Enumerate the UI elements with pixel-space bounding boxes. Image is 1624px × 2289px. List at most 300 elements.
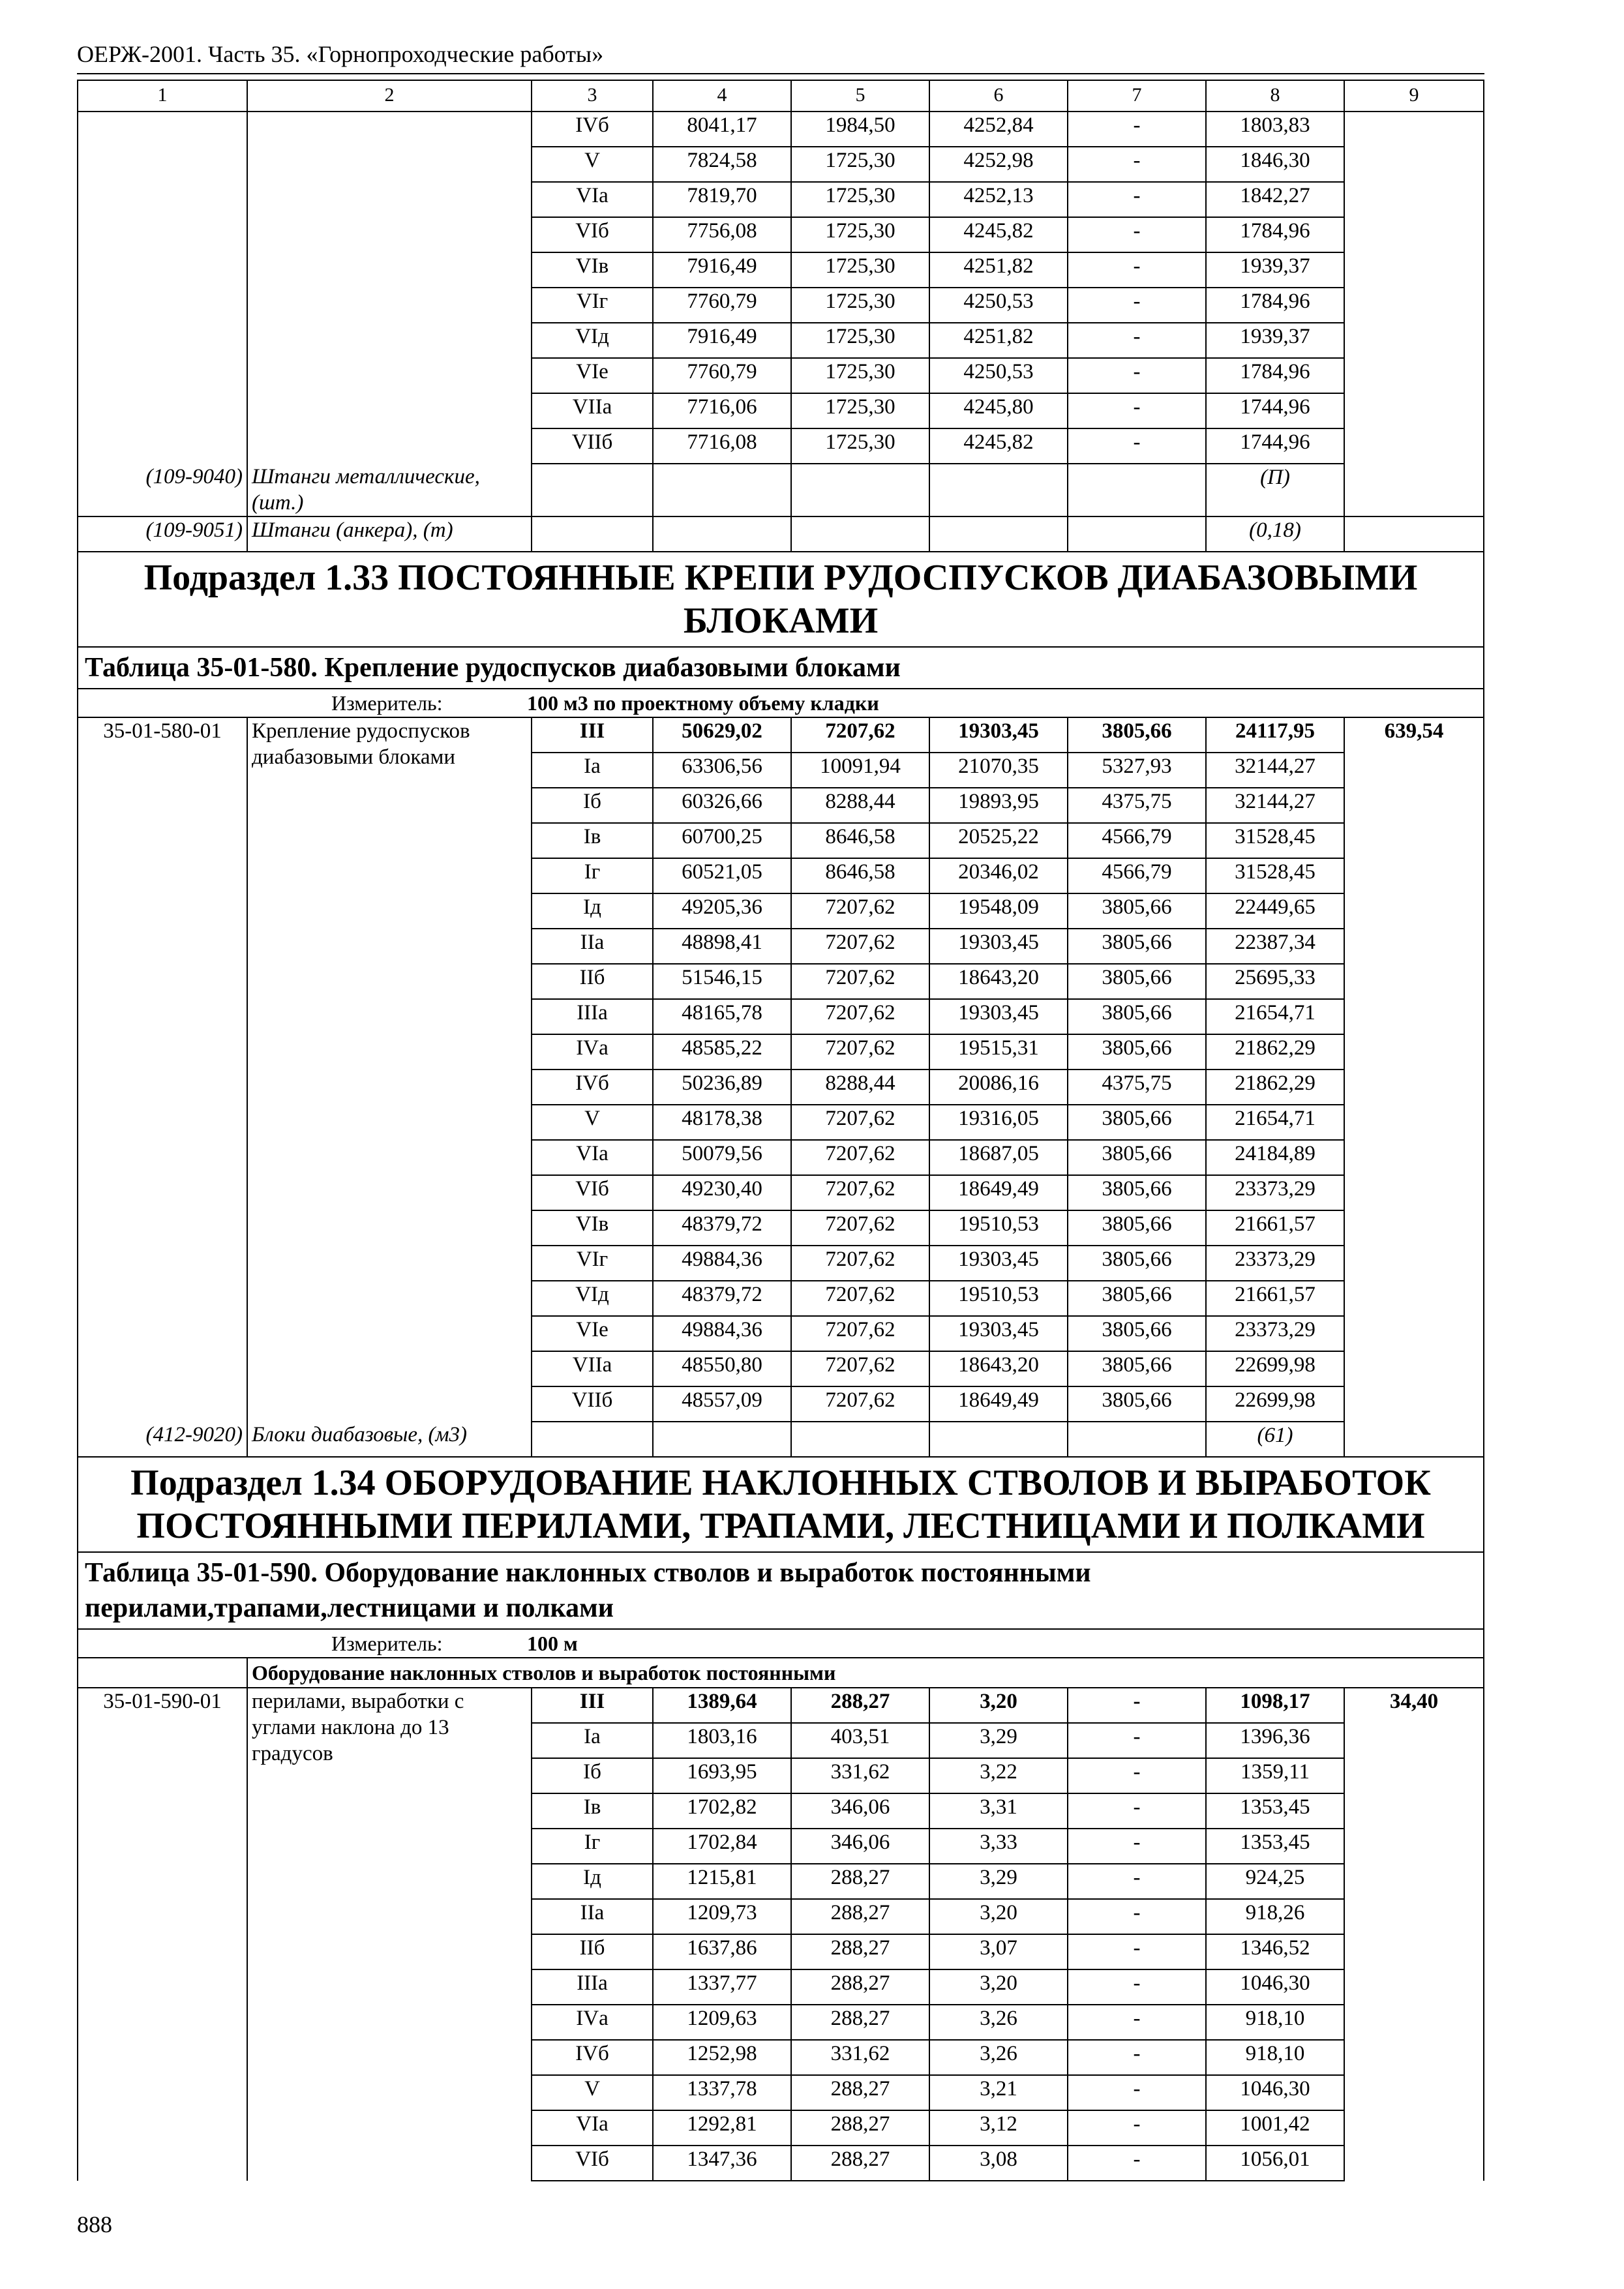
value-cell: 331,62 <box>791 2040 929 2075</box>
value-cell: - <box>1068 1829 1206 1864</box>
value-cell: 3805,66 <box>1068 893 1206 929</box>
value-cell: 3,29 <box>929 1864 1068 1899</box>
value-cell: - <box>1068 323 1206 358</box>
empty-cell <box>78 112 247 464</box>
zone-cell: VIе <box>532 358 653 393</box>
zone-cell: Iд <box>532 1864 653 1899</box>
value-cell: 1046,30 <box>1206 1969 1344 2005</box>
table-title-row <box>78 1552 1484 1629</box>
measure-cell <box>78 689 1484 717</box>
empty-cell <box>791 516 929 552</box>
value-cell: 31528,45 <box>1206 823 1344 858</box>
zone-cell: Iд <box>532 893 653 929</box>
empty-cell <box>78 1658 247 1688</box>
value-cell: 18649,49 <box>929 1386 1068 1422</box>
value-cell: 60326,66 <box>653 788 791 823</box>
value-cell: 63306,56 <box>653 753 791 788</box>
value-cell: - <box>1068 428 1206 464</box>
value-cell: 288,27 <box>791 2110 929 2146</box>
zone-cell: V <box>532 1105 653 1140</box>
value-cell: 3,29 <box>929 1723 1068 1758</box>
zone-cell: VIIа <box>532 1351 653 1386</box>
empty-cell <box>791 1422 929 1457</box>
empty-cell <box>653 464 791 516</box>
column-number: 7 <box>1068 80 1206 112</box>
value-cell: 288,27 <box>791 2146 929 2181</box>
norm-name: перилами, выработки с углами наклона до 13 градусов <box>247 1688 532 2181</box>
value-cell: 288,27 <box>791 1899 929 1934</box>
measure-row <box>78 689 1484 717</box>
value-cell: 7716,06 <box>653 393 791 428</box>
value-cell: 1209,73 <box>653 1899 791 1934</box>
value-cell: 7207,62 <box>791 1246 929 1281</box>
value-cell: 1209,63 <box>653 2005 791 2040</box>
subsection-title: Подраздел 1.34 ОБОРУДОВАНИЕ НАКЛОННЫХ СТВОЛОВ И ВЫРАБОТОК ПОСТОЯННЫМИ ПЕРИЛАМИ, ТРАПАМИ, ЛЕСТНИЦАМИ И ПОЛКАМИ <box>78 1457 1484 1552</box>
value-cell: 7207,62 <box>791 999 929 1034</box>
empty-cell <box>1344 516 1484 552</box>
value-cell: 3805,66 <box>1068 1281 1206 1316</box>
empty-cell <box>929 464 1068 516</box>
zone-cell: IIIа <box>532 999 653 1034</box>
measure-label: Измеритель: <box>331 1632 443 1655</box>
zone-cell: VIIб <box>532 1386 653 1422</box>
empty-cell <box>1344 1422 1484 1457</box>
value-cell: 19548,09 <box>929 893 1068 929</box>
value-cell: 4375,75 <box>1068 1070 1206 1105</box>
value-cell: 918,10 <box>1206 2040 1344 2075</box>
value-cell: - <box>1068 1758 1206 1793</box>
value-cell: 924,25 <box>1206 1864 1344 1899</box>
value-cell: 1784,96 <box>1206 288 1344 323</box>
value-cell: 23373,29 <box>1206 1246 1344 1281</box>
value-cell: 1396,36 <box>1206 1723 1344 1758</box>
zone-cell: VIе <box>532 1316 653 1351</box>
value-cell: 49230,40 <box>653 1175 791 1210</box>
value-cell: 3805,66 <box>1068 929 1206 964</box>
value-cell: 48178,38 <box>653 1105 791 1140</box>
value-cell: 3,31 <box>929 1793 1068 1829</box>
norms-table <box>77 80 1484 2181</box>
zone-cell: VIг <box>532 288 653 323</box>
value-cell: 3805,66 <box>1068 1351 1206 1386</box>
value-cell: 1693,95 <box>653 1758 791 1793</box>
value-cell: 1842,27 <box>1206 182 1344 217</box>
value-cell: 18687,05 <box>929 1140 1068 1175</box>
value-cell: 3,26 <box>929 2005 1068 2040</box>
value-cell: 7760,79 <box>653 288 791 323</box>
table-body <box>78 80 1484 2181</box>
value-cell: 3,07 <box>929 1934 1068 1969</box>
value-cell: - <box>1068 252 1206 288</box>
value-cell: - <box>1068 1899 1206 1934</box>
value-cell: 1098,17 <box>1206 1688 1344 1723</box>
value-cell: 19316,05 <box>929 1105 1068 1140</box>
value-cell: 4566,79 <box>1068 858 1206 893</box>
value-cell: 3805,66 <box>1068 1175 1206 1210</box>
table-row <box>78 112 1484 147</box>
resource-name: Блоки диабазовые, (м3) <box>247 1422 532 1457</box>
value-cell: - <box>1068 2075 1206 2110</box>
value-cell: 19893,95 <box>929 788 1068 823</box>
value-cell: 918,26 <box>1206 1899 1344 1934</box>
value-cell: 346,06 <box>791 1793 929 1829</box>
value-cell: - <box>1068 1723 1206 1758</box>
value-cell: 23373,29 <box>1206 1175 1344 1210</box>
resource-value: (0,18) <box>1206 516 1344 552</box>
zone-cell: Iа <box>532 1723 653 1758</box>
value-cell: 1252,98 <box>653 2040 791 2075</box>
value-cell: 1046,30 <box>1206 2075 1344 2110</box>
zone-cell: IIб <box>532 1934 653 1969</box>
value-cell: - <box>1068 182 1206 217</box>
empty-cell <box>1068 1422 1206 1457</box>
value-cell: 49884,36 <box>653 1316 791 1351</box>
value-cell: 3805,66 <box>1068 999 1206 1034</box>
value-cell: 1846,30 <box>1206 147 1344 182</box>
column-number: 5 <box>791 80 929 112</box>
zone-cell: VIа <box>532 2110 653 2146</box>
value-cell: 4245,82 <box>929 428 1068 464</box>
value-cell: 4252,98 <box>929 147 1068 182</box>
zone-cell: IVа <box>532 2005 653 2040</box>
column-number: 1 <box>78 80 247 112</box>
measure-value: 100 м3 по проектному объему кладки <box>527 691 879 715</box>
zone-cell: VIб <box>532 2146 653 2181</box>
measure-value: 100 м <box>527 1632 578 1655</box>
value-cell: 3,20 <box>929 1688 1068 1723</box>
value-cell: 3805,66 <box>1068 1105 1206 1140</box>
value-cell: 1725,30 <box>791 323 929 358</box>
empty-cell <box>929 516 1068 552</box>
value-cell: 24117,95 <box>1206 717 1344 753</box>
value-cell: 1353,45 <box>1206 1829 1344 1864</box>
value-cell: 22699,98 <box>1206 1351 1344 1386</box>
value-cell: 7207,62 <box>791 1386 929 1422</box>
value-cell: 1784,96 <box>1206 217 1344 252</box>
value-cell: 19510,53 <box>929 1281 1068 1316</box>
zone-cell: VIв <box>532 252 653 288</box>
norm-code: 35-01-580-01 <box>78 717 247 1422</box>
value-cell: 288,27 <box>791 1969 929 2005</box>
value-cell: 7207,62 <box>791 1105 929 1140</box>
value-cell: 18649,49 <box>929 1175 1068 1210</box>
value-cell: 1001,42 <box>1206 2110 1344 2146</box>
value-cell: 4251,82 <box>929 252 1068 288</box>
value-cell: - <box>1068 393 1206 428</box>
zone-cell: VIб <box>532 217 653 252</box>
value-cell: 49884,36 <box>653 1246 791 1281</box>
column-number: 3 <box>532 80 653 112</box>
value-cell: 50629,02 <box>653 717 791 753</box>
value-cell: 403,51 <box>791 1723 929 1758</box>
zone-cell: IIIа <box>532 1969 653 2005</box>
value-cell: 7756,08 <box>653 217 791 252</box>
value-cell: 1725,30 <box>791 147 929 182</box>
value-cell: 1984,50 <box>791 112 929 147</box>
value-cell: 4245,82 <box>929 217 1068 252</box>
zone-cell: Iв <box>532 1793 653 1829</box>
value-cell: 3,20 <box>929 1899 1068 1934</box>
resource-code: (109-9040) <box>78 464 247 516</box>
empty-cell <box>532 516 653 552</box>
zone-cell: IVб <box>532 2040 653 2075</box>
value-cell: 8288,44 <box>791 788 929 823</box>
value-cell: 3805,66 <box>1068 1140 1206 1175</box>
resource-name: Штанги (анкера), (т) <box>247 516 532 552</box>
value-cell: - <box>1068 288 1206 323</box>
zone-cell: III <box>532 1688 653 1723</box>
zone-cell: V <box>532 147 653 182</box>
resource-code: (109-9051) <box>78 516 247 552</box>
subsection-title: Подраздел 1.33 ПОСТОЯННЫЕ КРЕПИ РУДОСПУСКОВ ДИАБАЗОВЫМИ БЛОКАМИ <box>78 552 1484 647</box>
zone-cell: VIа <box>532 1140 653 1175</box>
zone-cell: VIд <box>532 323 653 358</box>
resource-code: (412-9020) <box>78 1422 247 1457</box>
value-cell: 3805,66 <box>1068 1316 1206 1351</box>
value-cell: 50236,89 <box>653 1070 791 1105</box>
value-cell: 1725,30 <box>791 217 929 252</box>
zone-cell: IVа <box>532 1034 653 1070</box>
table-title: Таблица 35-01-580. Крепление рудоспусков диабазовыми блоками <box>78 647 1484 689</box>
resource-value: (61) <box>1206 1422 1344 1457</box>
value-cell: 21661,57 <box>1206 1210 1344 1246</box>
resource-value: (П) <box>1206 464 1344 516</box>
value-cell: 3805,66 <box>1068 1034 1206 1070</box>
value-cell: 21070,35 <box>929 753 1068 788</box>
zone-cell: Iв <box>532 823 653 858</box>
value-cell: 60700,25 <box>653 823 791 858</box>
value-cell: 48165,78 <box>653 999 791 1034</box>
value-cell: 1292,81 <box>653 2110 791 2146</box>
value-cell: 7207,62 <box>791 1140 929 1175</box>
value-cell: 25695,33 <box>1206 964 1344 999</box>
value-cell: 7207,62 <box>791 1210 929 1246</box>
col9-cell: 34,40 <box>1344 1688 1484 2181</box>
value-cell: 19303,45 <box>929 1246 1068 1281</box>
page-number: 888 <box>77 2211 112 2237</box>
table-title: Таблица 35-01-590. Оборудование наклонных стволов и выработок постоянными перилами,трапами,лестницами и полками <box>78 1552 1484 1629</box>
empty-cell <box>1068 464 1206 516</box>
value-cell: - <box>1068 1934 1206 1969</box>
value-cell: 1637,86 <box>653 1934 791 1969</box>
value-cell: 1744,96 <box>1206 393 1344 428</box>
value-cell: 3805,66 <box>1068 1246 1206 1281</box>
value-cell: 8646,58 <box>791 858 929 893</box>
value-cell: 1353,45 <box>1206 1793 1344 1829</box>
zone-cell: III <box>532 717 653 753</box>
value-cell: 4252,84 <box>929 112 1068 147</box>
norm-code: 35-01-590-01 <box>78 1688 247 2181</box>
value-cell: 288,27 <box>791 1864 929 1899</box>
measure-cell <box>78 1629 1484 1658</box>
value-cell: 3,33 <box>929 1829 1068 1864</box>
empty-cell <box>1344 112 1484 464</box>
empty-cell <box>247 112 532 464</box>
value-cell: 4252,13 <box>929 182 1068 217</box>
value-cell: 32144,27 <box>1206 753 1344 788</box>
value-cell: 1346,52 <box>1206 1934 1344 1969</box>
column-number: 4 <box>653 80 791 112</box>
value-cell: 20086,16 <box>929 1070 1068 1105</box>
value-cell: 1337,77 <box>653 1969 791 2005</box>
value-cell: 8041,17 <box>653 112 791 147</box>
zone-cell: IIа <box>532 1899 653 1934</box>
value-cell: 48557,09 <box>653 1386 791 1422</box>
value-cell: 22449,65 <box>1206 893 1344 929</box>
value-cell: 3,08 <box>929 2146 1068 2181</box>
resource-row <box>78 1422 1484 1457</box>
value-cell: 5327,93 <box>1068 753 1206 788</box>
empty-cell <box>1068 516 1206 552</box>
value-cell: - <box>1068 2110 1206 2146</box>
value-cell: 1939,37 <box>1206 323 1344 358</box>
empty-cell <box>1344 464 1484 516</box>
value-cell: 1803,16 <box>653 1723 791 1758</box>
value-cell: 48550,80 <box>653 1351 791 1386</box>
value-cell: - <box>1068 2040 1206 2075</box>
group-name-row <box>78 1658 1484 1688</box>
value-cell: 22387,34 <box>1206 929 1344 964</box>
column-number: 2 <box>247 80 532 112</box>
value-cell: 1725,30 <box>791 182 929 217</box>
zone-cell: VIIб <box>532 428 653 464</box>
value-cell: 288,27 <box>791 1688 929 1723</box>
value-cell: 21661,57 <box>1206 1281 1344 1316</box>
zone-cell: Iб <box>532 1758 653 1793</box>
zone-cell: IVб <box>532 112 653 147</box>
value-cell: 288,27 <box>791 2075 929 2110</box>
value-cell: 19303,45 <box>929 1316 1068 1351</box>
value-cell: 7207,62 <box>791 1281 929 1316</box>
value-cell: 4250,53 <box>929 288 1068 323</box>
value-cell: 20346,02 <box>929 858 1068 893</box>
value-cell: 3805,66 <box>1068 717 1206 753</box>
value-cell: 7819,70 <box>653 182 791 217</box>
table-row <box>78 717 1484 753</box>
zone-cell: Iг <box>532 1829 653 1864</box>
value-cell: 10091,94 <box>791 753 929 788</box>
value-cell: - <box>1068 147 1206 182</box>
value-cell: 4566,79 <box>1068 823 1206 858</box>
value-cell: 3,20 <box>929 1969 1068 2005</box>
value-cell: 4250,53 <box>929 358 1068 393</box>
group-name: Оборудование наклонных стволов и выработок постоянными <box>247 1658 1484 1688</box>
zone-cell: IVб <box>532 1070 653 1105</box>
value-cell: 21654,71 <box>1206 1105 1344 1140</box>
value-cell: 7824,58 <box>653 147 791 182</box>
value-cell: 31528,45 <box>1206 858 1344 893</box>
value-cell: 48379,72 <box>653 1210 791 1246</box>
value-cell: 19303,45 <box>929 717 1068 753</box>
value-cell: 3,26 <box>929 2040 1068 2075</box>
value-cell: 22699,98 <box>1206 1386 1344 1422</box>
value-cell: 4375,75 <box>1068 788 1206 823</box>
value-cell: - <box>1068 358 1206 393</box>
measure-label: Измеритель: <box>331 691 443 715</box>
value-cell: 1725,30 <box>791 428 929 464</box>
value-cell: 1702,82 <box>653 1793 791 1829</box>
zone-cell: VIIа <box>532 393 653 428</box>
resource-name: Штанги металлические, (шт.) <box>247 464 532 516</box>
value-cell: - <box>1068 112 1206 147</box>
value-cell: - <box>1068 2146 1206 2181</box>
value-cell: 1056,01 <box>1206 2146 1344 2181</box>
empty-cell <box>532 464 653 516</box>
value-cell: 60521,05 <box>653 858 791 893</box>
value-cell: 7716,08 <box>653 428 791 464</box>
value-cell: 7207,62 <box>791 929 929 964</box>
value-cell: 3805,66 <box>1068 1386 1206 1422</box>
value-cell: 19515,31 <box>929 1034 1068 1070</box>
value-cell: 19510,53 <box>929 1210 1068 1246</box>
zone-cell: VIб <box>532 1175 653 1210</box>
zone-cell: VIг <box>532 1246 653 1281</box>
value-cell: 8288,44 <box>791 1070 929 1105</box>
value-cell: 24184,89 <box>1206 1140 1344 1175</box>
value-cell: - <box>1068 1864 1206 1899</box>
value-cell: 1725,30 <box>791 288 929 323</box>
value-cell: 3,22 <box>929 1758 1068 1793</box>
value-cell: - <box>1068 1688 1206 1723</box>
value-cell: 19303,45 <box>929 999 1068 1034</box>
value-cell: 1702,84 <box>653 1829 791 1864</box>
column-number-row <box>78 80 1484 112</box>
value-cell: 20525,22 <box>929 823 1068 858</box>
subsection-title-row <box>78 1457 1484 1552</box>
value-cell: 21862,29 <box>1206 1070 1344 1105</box>
zone-cell: Iб <box>532 788 653 823</box>
value-cell: 7207,62 <box>791 1351 929 1386</box>
value-cell: 21862,29 <box>1206 1034 1344 1070</box>
empty-cell <box>653 516 791 552</box>
value-cell: 3,21 <box>929 2075 1068 2110</box>
value-cell: 1784,96 <box>1206 358 1344 393</box>
value-cell: 21654,71 <box>1206 999 1344 1034</box>
value-cell: 7207,62 <box>791 1316 929 1351</box>
value-cell: 1725,30 <box>791 252 929 288</box>
value-cell: - <box>1068 1969 1206 2005</box>
zone-cell: VIа <box>532 182 653 217</box>
column-number: 9 <box>1344 80 1484 112</box>
column-number: 8 <box>1206 80 1344 112</box>
value-cell: 7916,49 <box>653 323 791 358</box>
value-cell: 19303,45 <box>929 929 1068 964</box>
empty-cell <box>929 1422 1068 1457</box>
value-cell: 1744,96 <box>1206 428 1344 464</box>
value-cell: 1215,81 <box>653 1864 791 1899</box>
empty-cell <box>532 1422 653 1457</box>
value-cell: 1803,83 <box>1206 112 1344 147</box>
zone-cell: V <box>532 2075 653 2110</box>
measure-row <box>78 1629 1484 1658</box>
value-cell: - <box>1068 217 1206 252</box>
value-cell: - <box>1068 1793 1206 1829</box>
value-cell: 288,27 <box>791 2005 929 2040</box>
col9-cell: 639,54 <box>1344 717 1484 1422</box>
value-cell: 3805,66 <box>1068 964 1206 999</box>
value-cell: 1359,11 <box>1206 1758 1344 1793</box>
empty-cell <box>791 464 929 516</box>
value-cell: 18643,20 <box>929 1351 1068 1386</box>
subsection-title-row <box>78 552 1484 647</box>
value-cell: 7207,62 <box>791 964 929 999</box>
zone-cell: VIд <box>532 1281 653 1316</box>
value-cell: 7207,62 <box>791 717 929 753</box>
zone-cell: IIб <box>532 964 653 999</box>
value-cell: 1725,30 <box>791 358 929 393</box>
value-cell: 4245,80 <box>929 393 1068 428</box>
value-cell: 7760,79 <box>653 358 791 393</box>
